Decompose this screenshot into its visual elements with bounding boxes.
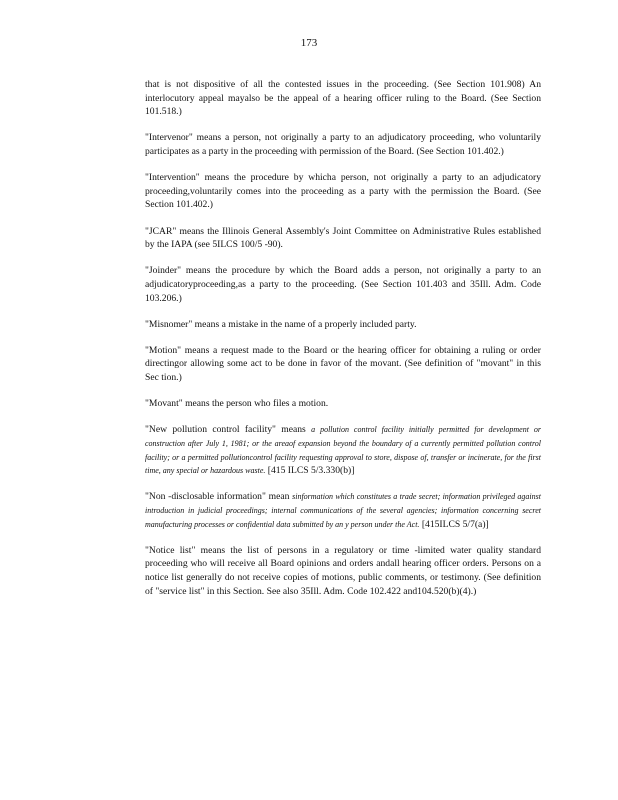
paragraph-non-disclosable-information <box>145 490 541 531</box>
paragraph-intervenor: "Intervenor" means a person, not originally a party to an adjudicatory proceeding, who voluntarily participates as a party in the proceeding with permission of the Board. (See Section 101.402.) <box>145 132 541 157</box>
paragraph-jcar: "JCAR" means the Illinois General Assembly's Joint Committee on Administrative Rules established by the IAPA (see 5ILCS 100/5 -90). <box>145 225 541 251</box>
definition-lead: "Non -disclosable information" mean <box>145 491 290 503</box>
paragraph-intervention: "Intervention" means the procedure by whicha person, not originally a party to an adjudicatory proceeding,voluntarily comes into the proceeding as a party with the permission the Board. (See Section 101.402.) <box>145 172 541 211</box>
document-body <box>145 78 541 611</box>
citation: [415 ILCS 5/3.330(b)] <box>267 465 355 477</box>
statutory-text: a pollution control facility initially permitted for development or construction after July 1, 1981; or the areaof expansion beyond the boundary of a currently permitted pollution control facility; or a permitted pollutioncontrol facility requesting approval to store, dispose of, transfer or incinerate, for the first time, any special or hazardous waste. <box>145 425 541 476</box>
paragraph-misnomer: "Misnomer" means a mistake in the name of a properly included party. <box>145 318 417 330</box>
page-number: 173 <box>300 37 318 49</box>
paragraph-joinder: "Joinder" means the procedure by which the Board adds a person, not originally a party to an adjudicatoryproceeding,as a party to the proceeding. (See Section 101.403 and 35Ill. Adm. Code 103.206.) <box>145 265 541 304</box>
paragraph-notice-list: "Notice list" means the list of persons in a regulatory or time -limited water quality standard proceeding who will receive all Board opinions and orders andall hearing officer orders. Persons on a notice list generally do not receive copies of motions, public comments, or testimony. (See definition of "service list" in this Section. See also 35Ill. Adm. Code 102.422 and104.520(b)(4).) <box>145 544 541 597</box>
statutory-text: sinformation which constitutes a trade secret; information privileged against introduction in judicial proceedings; internal communications of the several agencies; information concerning secret manufacturing processes or confidential data submitted by an y person under the Act. <box>145 492 541 529</box>
paragraph-motion: "Motion" means a request made to the Board or the hearing officer for obtaining a ruling or order directingor allowing some act to be done in favor of the movant. (See definition of "movant" in this Sec tion.) <box>145 344 541 384</box>
paragraph-new-pollution-control-facility <box>145 423 541 477</box>
definition-lead: "New pollution control facility" means <box>145 424 306 436</box>
paragraph-movant: "Movant" means the person who files a motion. <box>145 398 329 410</box>
citation: [415ILCS 5/7(a)] <box>421 518 489 530</box>
paragraph-interlocutory-continued: that is not dispositive of all the contested issues in the proceeding. (See Section 101.908) An interlocutory appeal mayalso be the appeal of a hearing officer ruling to the Board. (See Section 101.518.) <box>145 79 541 118</box>
